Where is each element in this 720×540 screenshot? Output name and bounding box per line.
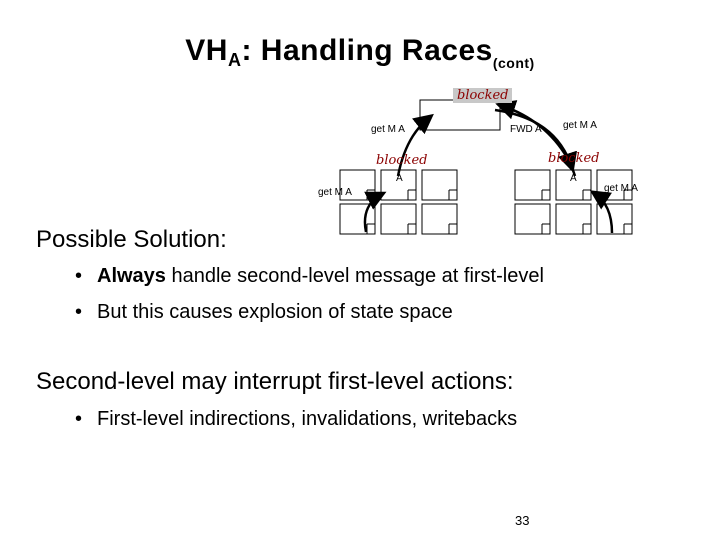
section-heading-interrupt: Second-level may interrupt first-level actions: [36, 368, 514, 395]
getm-label-2: get M A [563, 120, 597, 131]
section-heading-solution: Possible Solution: [36, 226, 227, 253]
top-directory-box [420, 100, 500, 130]
node-a-left: A [396, 173, 403, 184]
diagram-canvas [0, 0, 720, 240]
fwd-label: FWD A [510, 124, 542, 135]
page-number: 33 [515, 513, 530, 528]
blocked-label-right: blocked [548, 151, 600, 166]
getm-label-1: get M A [371, 124, 405, 135]
slide-title: $VH_A$: Handling Races$_{(cont)}$ [185, 34, 535, 71]
bullet-item: • First-level indirections, invalidations, writebacks [75, 401, 517, 437]
blocked-label-top: blocked [453, 88, 512, 103]
getm-label-3: get M A [318, 187, 352, 198]
bullet-item: • But this causes explosion of state space [75, 294, 544, 330]
node-a-right: A [570, 173, 577, 184]
solution-bullets [75, 258, 544, 330]
blocked-label-left: blocked [376, 153, 428, 168]
race-diagram [0, 0, 720, 240]
getm-label-4: get M A [604, 183, 638, 194]
bullet-item: • Always handle second-level message at first-level [75, 258, 544, 294]
interrupt-bullets [75, 401, 517, 437]
